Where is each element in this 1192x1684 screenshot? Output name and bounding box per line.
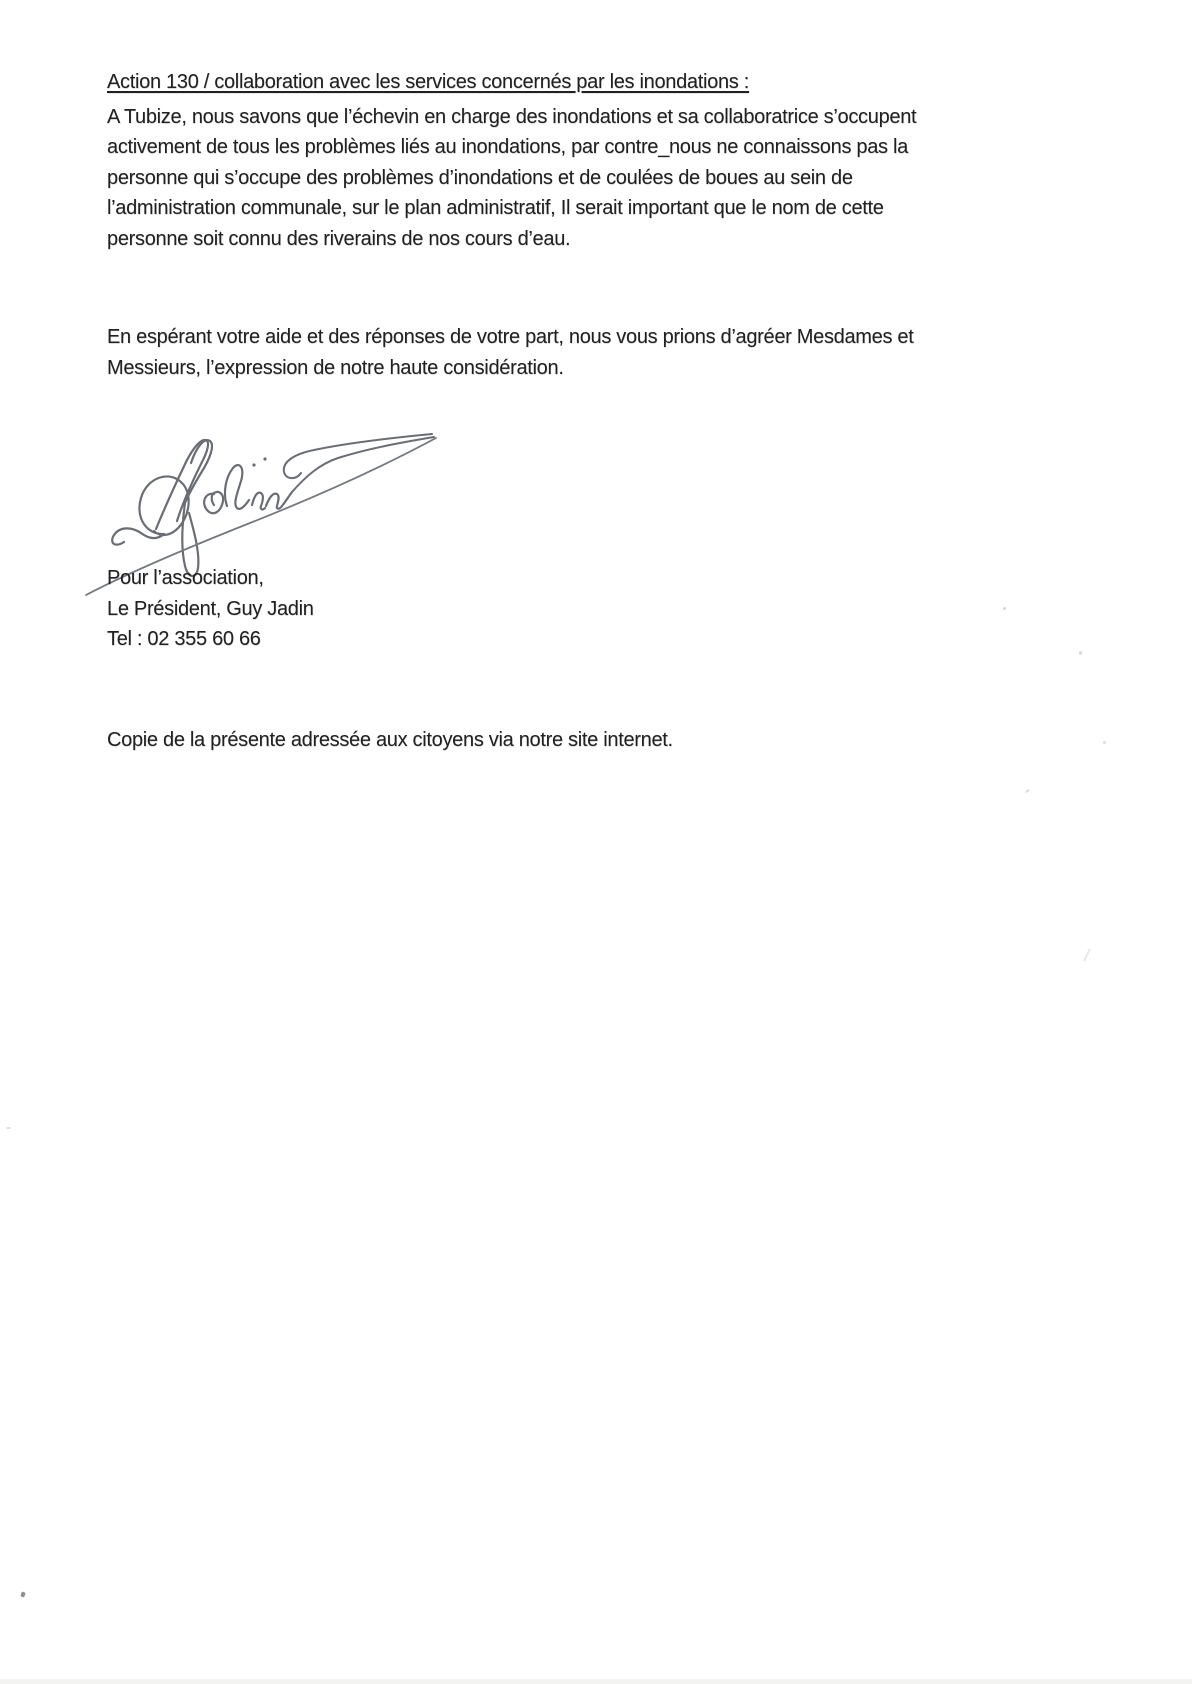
scan-speck	[1079, 651, 1082, 655]
paragraph-flood-services	[107, 102, 1027, 255]
scan-speck	[1083, 948, 1091, 962]
text-line: l’administration communale, sur le plan administratif, Il serait important que le nom de cette	[107, 197, 884, 219]
scan-speck	[6, 1127, 11, 1129]
text-line: personne soit connu des riverains de nos cours d’eau.	[107, 227, 571, 250]
scan-speck	[1025, 789, 1030, 794]
signature-phone: Tel : 02 355 60 66	[107, 628, 261, 650]
text-line: activement de tous les problèmes liés au inondations, par contre_nous ne connaissons pas la	[107, 136, 908, 158]
signature-block	[107, 563, 314, 655]
scan-speck	[20, 1591, 25, 1597]
text-line: A Tubize, nous savons que l’échevin en charge des inondations et sa collaboratrice s’occupent	[107, 105, 917, 128]
scan-speck	[1103, 741, 1106, 744]
signature-president-name: Le Président, Guy Jadin	[107, 597, 314, 620]
copy-note: Copie de la présente adressée aux citoyens via notre site internet.	[107, 729, 673, 751]
scan-speck	[1003, 607, 1006, 610]
text-line: En espérant votre aide et des réponses de votre part, nous vous prions d’agréer Mesdames et	[107, 326, 914, 348]
paragraph-closing	[107, 322, 1027, 383]
section-heading: Action 130 / collaboration avec les services concernés par les inondations :	[107, 71, 750, 93]
scan-edge-shadow	[0, 1679, 1192, 1684]
signature-for-association: Pour l’association,	[107, 567, 264, 589]
letter-body	[107, 67, 1027, 383]
text-line: personne qui s’occupe des problèmes d’inondations et de coulées de boues au sein de	[107, 166, 853, 189]
text-line: Messieurs, l’expression de notre haute considération.	[107, 356, 564, 379]
